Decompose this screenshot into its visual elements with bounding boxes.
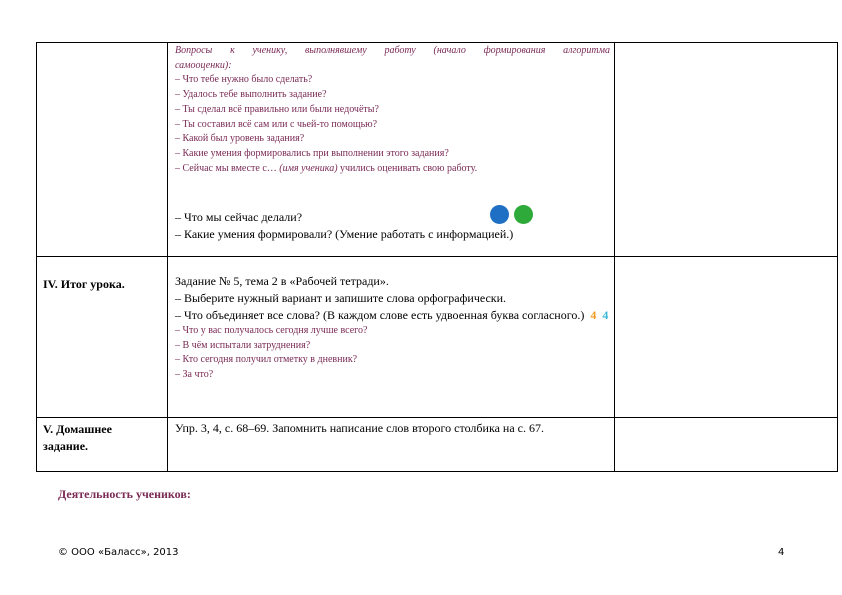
stage-title <box>37 418 167 455</box>
last-question-suffix: учились оценивать свою работу. <box>337 162 478 174</box>
questions-heading-line1: Вопросы к ученику, выполнявшему работу (начало формирования алгоритма <box>175 45 610 56</box>
reflection-block <box>175 209 610 243</box>
content-cell <box>168 418 615 472</box>
list-item: – Ты сделал всё правильно или были недочёты? <box>175 103 379 115</box>
homework-text: Упр. 3, 4, с. 68–69. Запомнить написание слов второго столбика на с. 67. <box>175 421 544 435</box>
list-item: – Что тебе нужно было сделать? <box>175 74 313 86</box>
line-skills: – Какие умения формировали? (Умение работать с информацией.) <box>175 227 514 242</box>
stage-title-line1: V. Домашнее <box>43 422 112 436</box>
stage-cell <box>37 418 168 472</box>
list-item: – В чём испытали затруднения? <box>175 339 311 351</box>
list-item: – Что у вас получалось сегодня лучше всего? <box>175 325 368 336</box>
blue-circle-icon <box>490 205 509 224</box>
mark-orange: 4 <box>590 308 597 322</box>
lesson-table <box>36 42 838 472</box>
footer-copyright: © ООО «Баласс», 2013 <box>58 547 179 558</box>
table-row <box>37 257 838 418</box>
unites-line <box>175 307 610 324</box>
notes-cell <box>615 418 838 472</box>
stage-title: IV. Итог урока. <box>43 277 125 291</box>
list-item: – За что? <box>175 369 214 381</box>
stage-cell <box>37 257 168 418</box>
list-item: – Удалось тебе выполнить задание? <box>175 89 327 101</box>
green-circle-icon <box>514 205 533 224</box>
list-item: – Кто сегодня получил отметку в дневник? <box>175 354 358 366</box>
unites-text: – Что объединяет все слова? (В каждом слове есть удвоенная буква согласного.) <box>175 308 585 322</box>
notes-cell <box>615 257 838 418</box>
last-question-prefix: – Сейчас мы вместе с… <box>175 162 280 174</box>
list-item <box>175 162 610 177</box>
line-what-doing: – Что мы сейчас делали? <box>175 210 303 225</box>
list-item: – Какие умения формировались при выполнении этого задания? <box>175 147 449 159</box>
content-cell <box>168 257 615 418</box>
content-cell <box>168 43 615 257</box>
student-name-placeholder: (имя ученика) <box>279 162 338 174</box>
task-line: Задание № 5, тема 2 в «Рабочей тетради». <box>175 274 389 288</box>
list-item: – Какой был уровень задания? <box>175 133 305 145</box>
question-list <box>175 73 610 176</box>
stage-cell <box>37 43 168 257</box>
notes-cell <box>615 43 838 257</box>
table-row <box>37 418 838 472</box>
page-number: 4 <box>778 547 785 558</box>
stage-title-line2: задание. <box>43 439 89 453</box>
questions-heading-line2: самооценки): <box>175 59 232 71</box>
activity-label: Деятельность учеников: <box>58 487 191 501</box>
instruction-line: – Выберите нужный вариант и запишите слова орфографически. <box>175 291 507 305</box>
mark-blue: 4 <box>602 308 609 322</box>
table-row <box>37 43 838 257</box>
questions-heading <box>175 44 610 73</box>
list-item: – Ты составил всё сам или с чьей-то помощью? <box>175 118 378 130</box>
summary-question-list <box>175 324 610 383</box>
